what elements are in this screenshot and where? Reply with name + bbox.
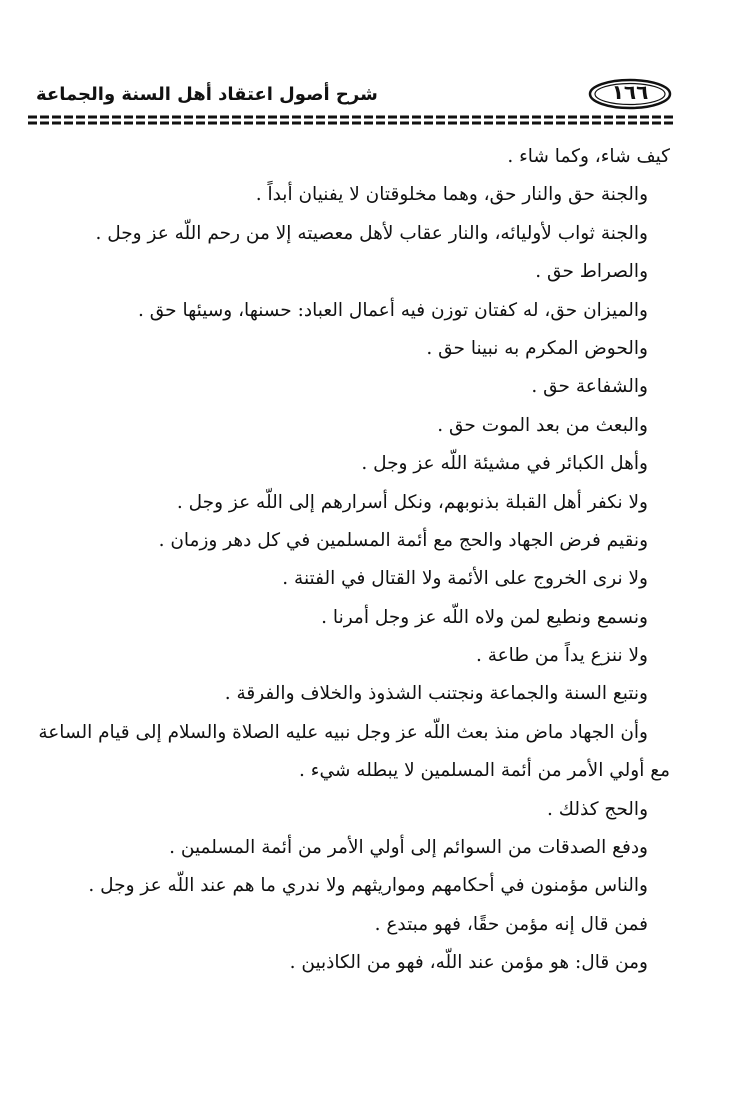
page-number-badge — [588, 78, 672, 110]
running-title: شرح أصول اعتقاد أهل السنة والجماعة — [36, 84, 378, 105]
text-line: والناس مؤمنون في أحكامهم ومواريثهم ولا ندري ما هم عند اللّه عز وجل . — [88, 875, 648, 897]
page-number: ١٦٦ — [611, 80, 649, 104]
text-line: وأن الجهاد ماض منذ بعث اللّه عز وجل نبيه عليه الصلاة والسلام إلى قيام الساعة — [38, 721, 648, 743]
text-line: والجنة ثواب لأوليائه، والنار عقاب لأهل معصيته إلا من رحم اللّه عز وجل . — [95, 222, 648, 244]
text-line: والشفاعة حق . — [531, 376, 648, 398]
text-line: ومن قال: هو مؤمن عند اللّه، فهو من الكاذبين . — [289, 952, 648, 974]
text-line: والميزان حق، له كفتان توزن فيه أعمال العباد: حسنها، وسيئها حق . — [137, 299, 648, 321]
text-line: ولا ننزع يداً من طاعة . — [475, 645, 648, 667]
text-line: والصراط حق . — [535, 261, 648, 283]
text-line: وأهل الكبائر في مشيئة اللّه عز وجل . — [361, 453, 648, 475]
body-text — [38, 138, 670, 983]
text-line: مع أولي الأمر من أئمة المسلمين لا يبطله شيء . — [299, 760, 670, 782]
page-header — [28, 78, 676, 116]
text-line: ولا نرى الخروج على الأئمة ولا القتال في الفتنة . — [282, 568, 648, 590]
text-line: والحوض المكرم به نبينا حق . — [426, 337, 648, 359]
text-line: ولا نكفر أهل القبلة بذنوبهم، ونكل أسرارهم إلى اللّه عز وجل . — [176, 491, 648, 513]
text-line: ونتبع السنة والجماعة ونجتنب الشذوذ والخلاف والفرقة . — [224, 683, 648, 705]
text-line: ونقيم فرض الجهاد والحج مع أئمة المسلمين في كل دهر وزمان . — [158, 529, 648, 551]
text-line: ودفع الصدقات من السوائم إلى أولي الأمر من أئمة المسلمين . — [169, 837, 648, 859]
text-line: كيف شاء، وكما شاء . — [507, 146, 670, 167]
text-line: فمن قال إنه مؤمن حقًا، فهو مبتدع . — [374, 913, 648, 935]
text-line: والحج كذلك . — [547, 798, 648, 820]
text-line: ونسمع ونطيع لمن ولاه اللّه عز وجل أمرنا . — [321, 606, 648, 628]
text-line: والجنة حق والنار حق، وهما مخلوقتان لا يفنيان أبداً . — [255, 184, 648, 206]
header-divider — [28, 114, 676, 126]
text-line: والبعث من بعد الموت حق . — [437, 414, 648, 436]
